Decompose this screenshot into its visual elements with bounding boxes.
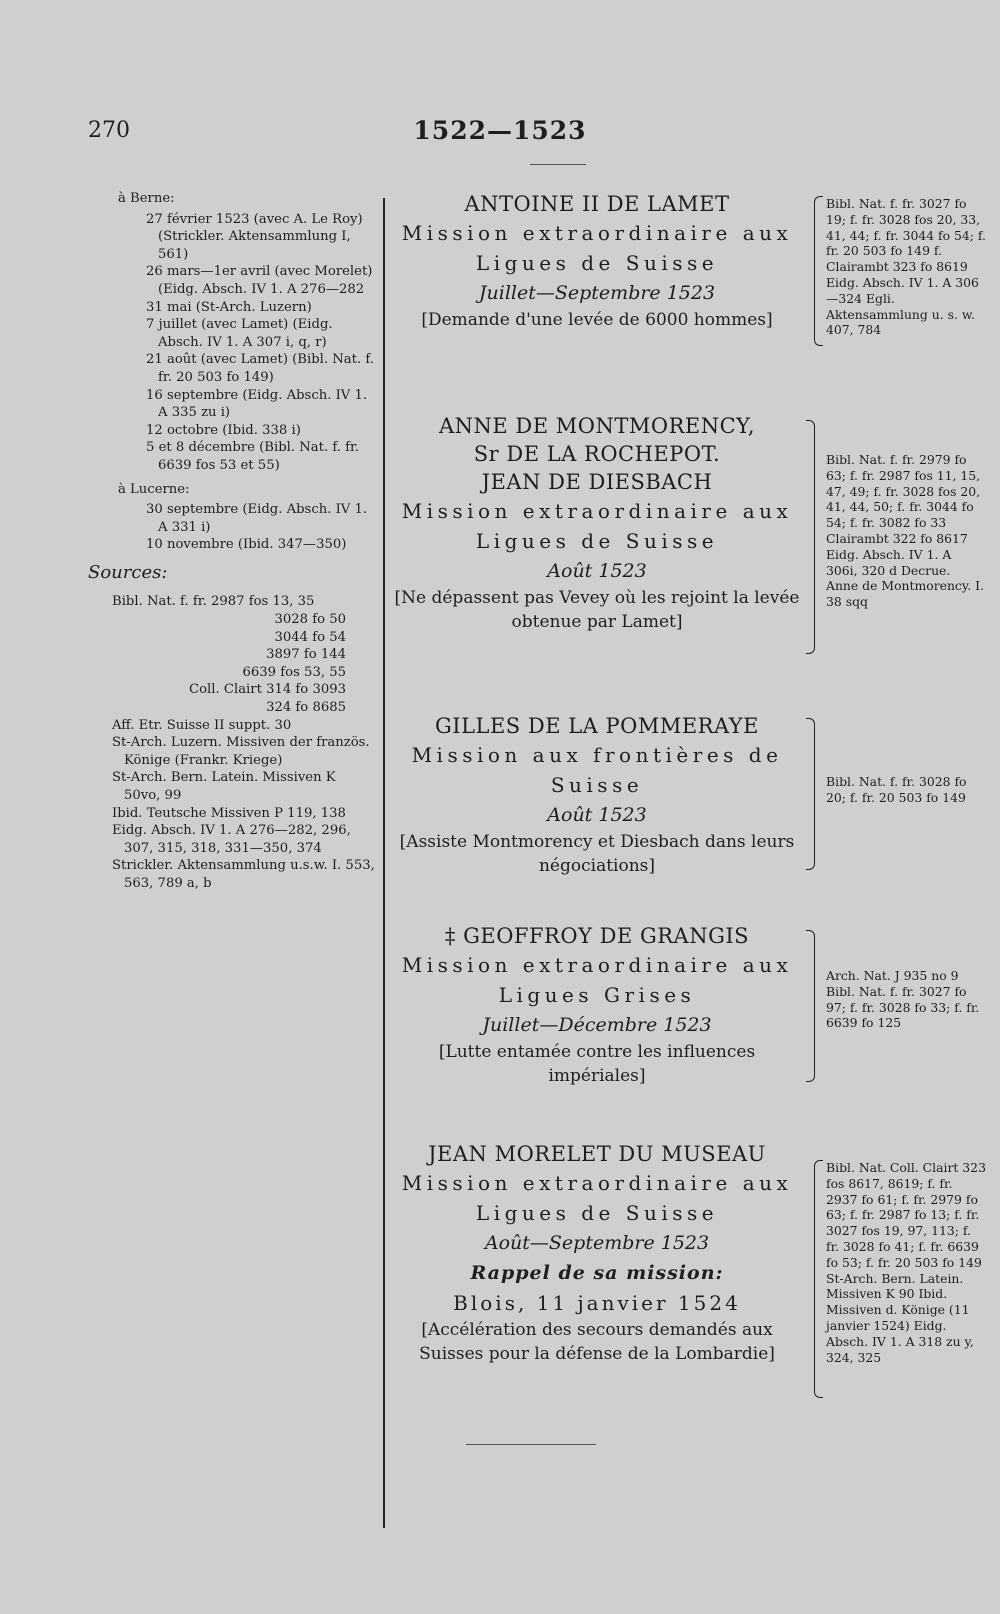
references-montmorency: Bibl. Nat. f. fr. 2979 fo 63; f. fr. 2987 fos 11, 15, 47, 49; f. fr. 3028 fos 20, 41, 44, 50; f. fr. 3044 fo 54; f. fr. 3082 fo 33 Clairambt 322 fo 8617 Eidg. Absch. IV 1. A 306i, 320 d Decrue. Anne de Montmorency. I. 38 sqq xyxy=(826,452,984,610)
mission-date: Août—Septembre 1523 xyxy=(484,1232,710,1254)
list-item: 12 octobre (Ibid. 338 i) xyxy=(146,422,301,438)
column-divider xyxy=(383,198,385,1528)
references-pommeraye: Bibl. Nat. f. fr. 3028 fo 20; f. fr. 20 503 fo 149 xyxy=(826,774,967,805)
mission-date: Août 1523 xyxy=(547,560,647,582)
reference-brace xyxy=(806,718,815,870)
header-rule xyxy=(530,164,586,165)
references-morelet: Bibl. Nat. Coll. Clairt 323 fos 8617, 8619; f. fr. 2937 fo 61; f. fr. 2979 fo 63; f. fr. 2987 fo 13; f. fr. 3027 fos 19, 97, 113; f. fr. 3028 fo 41; f. fr. 6639 fo 53; f. fr. 20 503 fo 149 St-Arch. Bern. Latein. Missiven K 90 Ibid. Missiven d. Könige (11 janvier 1524) Eidg. Absch. IV 1. A 318 zu y, 324, 325 xyxy=(826,1160,986,1365)
mission-title: Ligues Grises xyxy=(498,983,696,1007)
source-entry: 3044 fo 54 xyxy=(274,629,346,645)
mission-note: [Accélération des secours demandés aux Suisses pour la défense de la Lombardie] xyxy=(419,1320,775,1364)
source-entry: 324 fo 8685 xyxy=(266,700,346,716)
mission-morelet xyxy=(392,1140,802,1366)
sources-list xyxy=(88,593,376,892)
source-entry: 3897 fo 144 xyxy=(266,647,346,663)
sources-title: Sources: xyxy=(88,561,168,583)
list-item: 5 et 8 décembre (Bibl. Nat. f. fr. 6639 fos 53 et 55) xyxy=(146,440,360,473)
envoy-name: ‡ GEOFFROY DE GRANGIS xyxy=(444,924,750,948)
source-entry: St-Arch. Bern. Latein. Missiven K 50vo, 99 xyxy=(112,770,336,803)
mission-title: Mission extraordinaire aux xyxy=(401,1171,793,1195)
mission-date: Juillet—Décembre 1523 xyxy=(482,1014,712,1036)
mission-note: [Demande d'une levée de 6000 hommes] xyxy=(421,310,773,330)
mission-title: Ligues de Suisse xyxy=(475,1201,719,1225)
running-header: 1522—1523 xyxy=(413,116,587,145)
mission-date: Juillet—Septembre 1523 xyxy=(478,282,716,304)
lucerne-heading: à Lucerne: xyxy=(118,481,190,497)
source-entry: 3028 fo 50 xyxy=(274,612,346,628)
list-item: 27 février 1523 (avec A. Le Roy) (Strickler. Aktensammlung I, 561) xyxy=(146,211,363,262)
envoy-name: ANTOINE II DE LAMET xyxy=(464,192,730,216)
mission-title: Mission extraordinaire aux xyxy=(401,221,793,245)
source-entry: Aff. Etr. Suisse II suppt. 30 xyxy=(112,717,292,733)
mission-note: [Lutte entamée contre les influences impériales] xyxy=(438,1042,756,1086)
list-item: 26 mars—1er avril (avec Morelet) (Eidg. Absch. IV 1. A 276—282 xyxy=(146,264,373,297)
recall-place-date: Blois, 11 janvier 1524 xyxy=(453,1291,741,1315)
source-entry: Coll. Clairt 314 fo 3093 xyxy=(189,682,346,698)
list-item: 10 novembre (Ibid. 347—350) xyxy=(146,537,347,553)
source-entry: St-Arch. Luzern. Missiven der französ. Könige (Frankr. Kriege) xyxy=(112,735,370,768)
source-entry: Strickler. Aktensammlung u.s.w. I. 553, 563, 789 a, b xyxy=(112,858,375,891)
mission-title: Mission extraordinaire aux xyxy=(401,499,793,523)
envoy-name: GILLES DE LA POMMERAYE xyxy=(435,714,759,738)
list-item: 30 septembre (Eidg. Absch. IV 1. A 331 i) xyxy=(146,502,368,535)
mission-date: Août 1523 xyxy=(547,804,647,826)
mission-note: [Ne dépassent pas Vevey où les rejoint la levée obtenue par Lamet] xyxy=(394,588,800,632)
source-entry: Bibl. Nat. f. fr. 2987 fos 13, 35 xyxy=(112,594,315,610)
mission-title: Ligues de Suisse xyxy=(475,251,719,275)
berne-list xyxy=(88,211,376,475)
recall-heading: Rappel de sa mission: xyxy=(470,1262,724,1284)
mission-pommeraye xyxy=(392,712,802,878)
mission-title: Mission aux frontières de Suisse xyxy=(411,743,783,797)
list-item: 21 août (avec Lamet) (Bibl. Nat. f. fr. 20 503 fo 149) xyxy=(146,352,374,385)
envoy-name: ANNE DE MONTMORENCY, xyxy=(439,414,755,438)
source-entry: Eidg. Absch. IV 1. A 276—282, 296, 307, 315, 318, 331—350, 374 xyxy=(112,823,351,856)
envoy-name: Sr DE LA ROCHEPOT. xyxy=(473,442,721,466)
mission-montmorency xyxy=(392,412,802,634)
reference-brace xyxy=(814,1160,823,1398)
references-grangis: Arch. Nat. J 935 no 9 Bibl. Nat. f. fr. 3027 fo 97; f. fr. 3028 fo 33; f. fr. 6639 fo 125 xyxy=(826,968,980,1031)
list-item: 16 septembre (Eidg. Absch. IV 1. A 335 zu i) xyxy=(146,387,368,421)
list-item: 31 mai (St-Arch. Luzern) xyxy=(146,299,312,315)
mission-grangis xyxy=(392,922,802,1088)
source-entry: Ibid. Teutsche Missiven P 119, 138 xyxy=(112,805,346,821)
berne-heading: à Berne: xyxy=(118,191,175,206)
mission-title: Mission extraordinaire aux xyxy=(401,953,793,977)
audiences-column xyxy=(88,190,376,893)
references-lamet: Bibl. Nat. f. fr. 3027 fo 19; f. fr. 3028 fos 20, 33, 41, 44; f. fr. 3044 fo 54; f. fr. 20 503 fo 149 f. Clairambt 323 fo 8619 Eidg. Absch. IV 1. A 306—324 Egli. Aktensammlung u. s. w. 407, 784 xyxy=(826,196,986,338)
page-number: 270 xyxy=(88,118,130,143)
mission-note: [Assiste Montmorency et Diesbach dans leurs négociations] xyxy=(399,832,795,876)
list-item: 7 juillet (avec Lamet) (Eidg. Absch. IV 1. A 307 i, q, r) xyxy=(146,317,333,350)
bottom-rule xyxy=(466,1444,596,1445)
mission-title: Ligues de Suisse xyxy=(475,529,719,553)
reference-brace xyxy=(814,196,823,346)
source-entry: 6639 fos 53, 55 xyxy=(242,664,346,680)
reference-brace xyxy=(806,930,815,1082)
mission-lamet xyxy=(392,190,802,332)
envoy-name: JEAN DE DIESBACH xyxy=(481,470,713,494)
envoy-name: JEAN MORELET DU MUSEAU xyxy=(428,1142,766,1166)
lucerne-list xyxy=(88,501,376,554)
reference-brace xyxy=(806,420,815,654)
